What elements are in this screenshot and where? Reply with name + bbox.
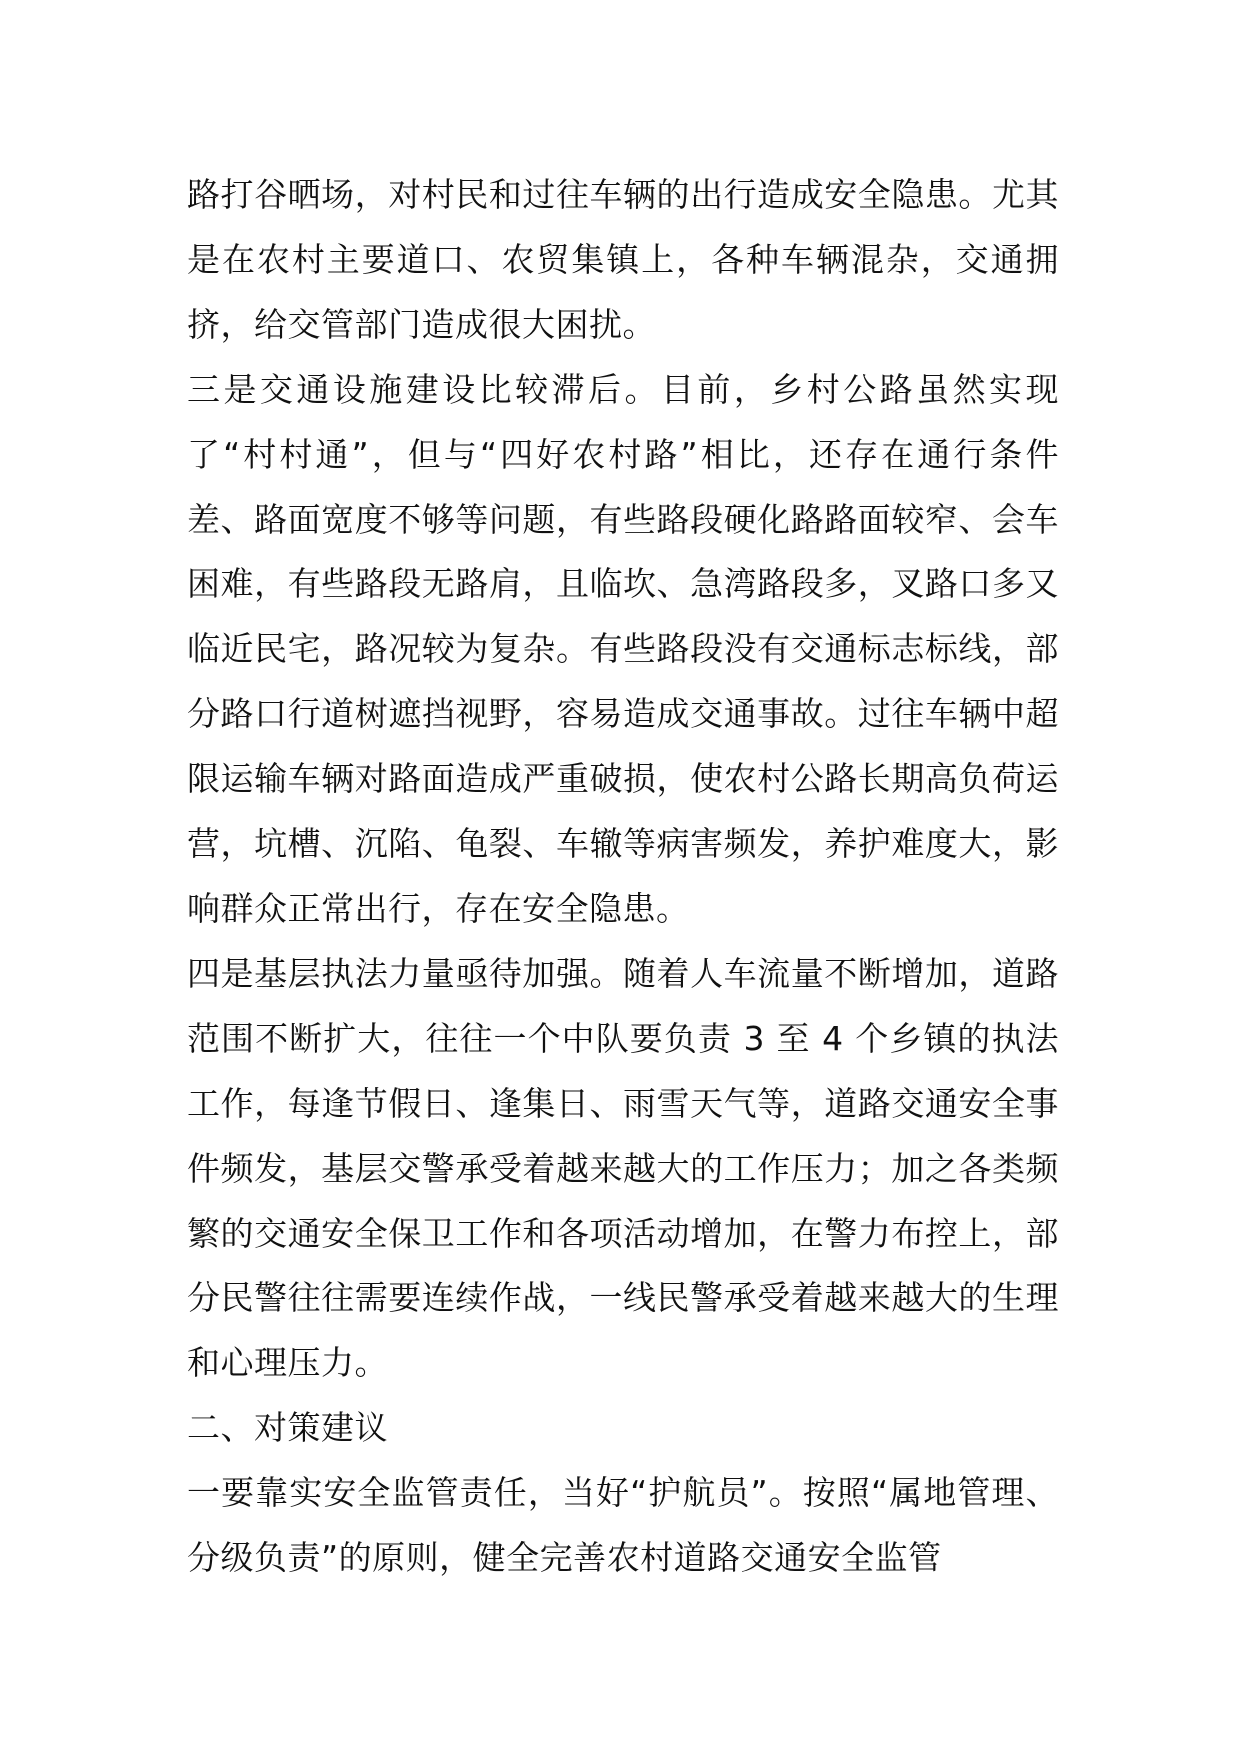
section-heading: 二、对策建议 xyxy=(187,1408,388,1448)
paragraph-road-hazards: 路打谷晒场，对村民和过往车辆的出行造成安全隐患。尤其是在农村主要道口、农贸集镇上，各种车辆混杂，交通拥挤，给交管部门造成很大困扰。 xyxy=(187,175,1059,344)
paragraph-facilities-lagging: 三是交通设施建设比较滞后。目前，乡村公路虽然实现了“村村通”，但与“四好农村路”相比，还存在通行条件差、路面宽度不够等问题，有些路段硬化路路面较窄、会车困难，有些路段无路肩，且临坎、急湾路段多，叉路口多又临近民宅，路况较为复杂。有些路段没有交通标志标线，部分路口行道树遮挡视野，容易造成交通事故。过往车辆中超限运输车辆对路面造成严重破损，使农村公路长期高负荷运营，坑槽、沉陷、龟裂、车辙等病害频发，养护难度大，影响群众正常出行，存在安全隐患。 xyxy=(187,369,1059,928)
paragraph-supervision-responsibility: 一要靠实安全监管责任，当好“护航员”。按照“属地管理、分级负责”的原则，健全完善农村道路交通安全监管 xyxy=(187,1473,1059,1578)
document-body xyxy=(187,163,1059,1591)
paragraph-enforcement-strength: 四是基层执法力量亟待加强。随着人车流量不断增加，道路范围不断扩大，往往一个中队要负责 3 至 4 个乡镇的执法工作，每逢节假日、逢集日、雨雪天气等，道路交通安全事件频发，基层交警承受着越来越大的工作压力；加之各类频繁的交通安全保卫工作和各项活动增加，在警力布控上，部分民警往往需要连续作战，一线民警承受着越来越大的生理和心理压力。 xyxy=(187,953,1059,1383)
